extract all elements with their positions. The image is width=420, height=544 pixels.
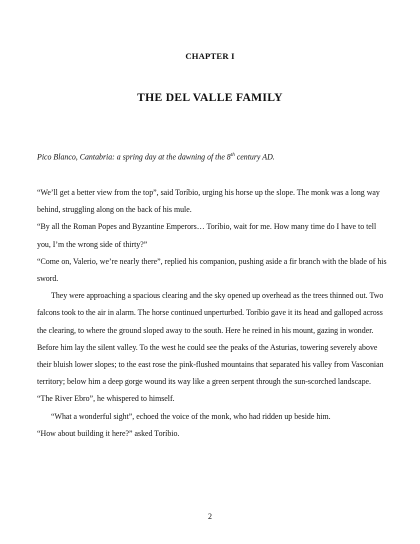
paragraph: “We’ll get a better view from the top”, said Toríbio, urging his horse up the slope. The monk was a long way behind, struggling along on the back of his mule. — [37, 188, 380, 215]
paragraph: “By all the Roman Popes and Byzantine Emperors… Toríbio, wait for me. How many time do I have to tell you, I’m the wrong side of thirty?” — [37, 222, 377, 249]
chapter-label: CHAPTER I — [185, 51, 235, 61]
setting-line — [37, 152, 387, 162]
page-number: 2 — [208, 512, 212, 521]
paragraph: “Come on, Valerio, we’re nearly there”, replied his companion, pushing aside a fir branch with the blade of his sword. — [37, 256, 387, 284]
setting-text: Pico Blanco, Cantabria: a spring day at the dawning of the 8 — [37, 152, 231, 162]
setting-text-end: century AD. — [234, 152, 275, 162]
paragraph: “How about building it here?” asked Toríbio. — [37, 428, 180, 438]
chapter-body — [37, 184, 387, 442]
paragraph: “The River Ebro”, he whispered to himself. — [37, 394, 175, 404]
chapter-title: THE DEL VALLE FAMILY — [137, 91, 283, 104]
paragraph: “What a wonderful sight”, echoed the voice of the monk, who had ridden up beside him. — [51, 411, 331, 421]
setting-superscript: th — [230, 152, 235, 158]
paragraph: They were approaching a spacious clearing and the sky opened up overhead as the trees thinned out. Two falcons took to the air in alarm. The horse continued unperturbed. Toríbio gave it its head and galloped across the clearing, to where the ground sloped away to the south. Here he reined in his mount, gazing in wonder. Before him lay the silent valley. To the west he could see the peaks of the Asturias, towering severely above their bluish lower slopes; to the east rose the pink-flushed mountains that separated his valley from Vasconian territory; below him a deep gorge wound its way like a green serpent through the sun-scorched landscape. — [37, 291, 384, 387]
